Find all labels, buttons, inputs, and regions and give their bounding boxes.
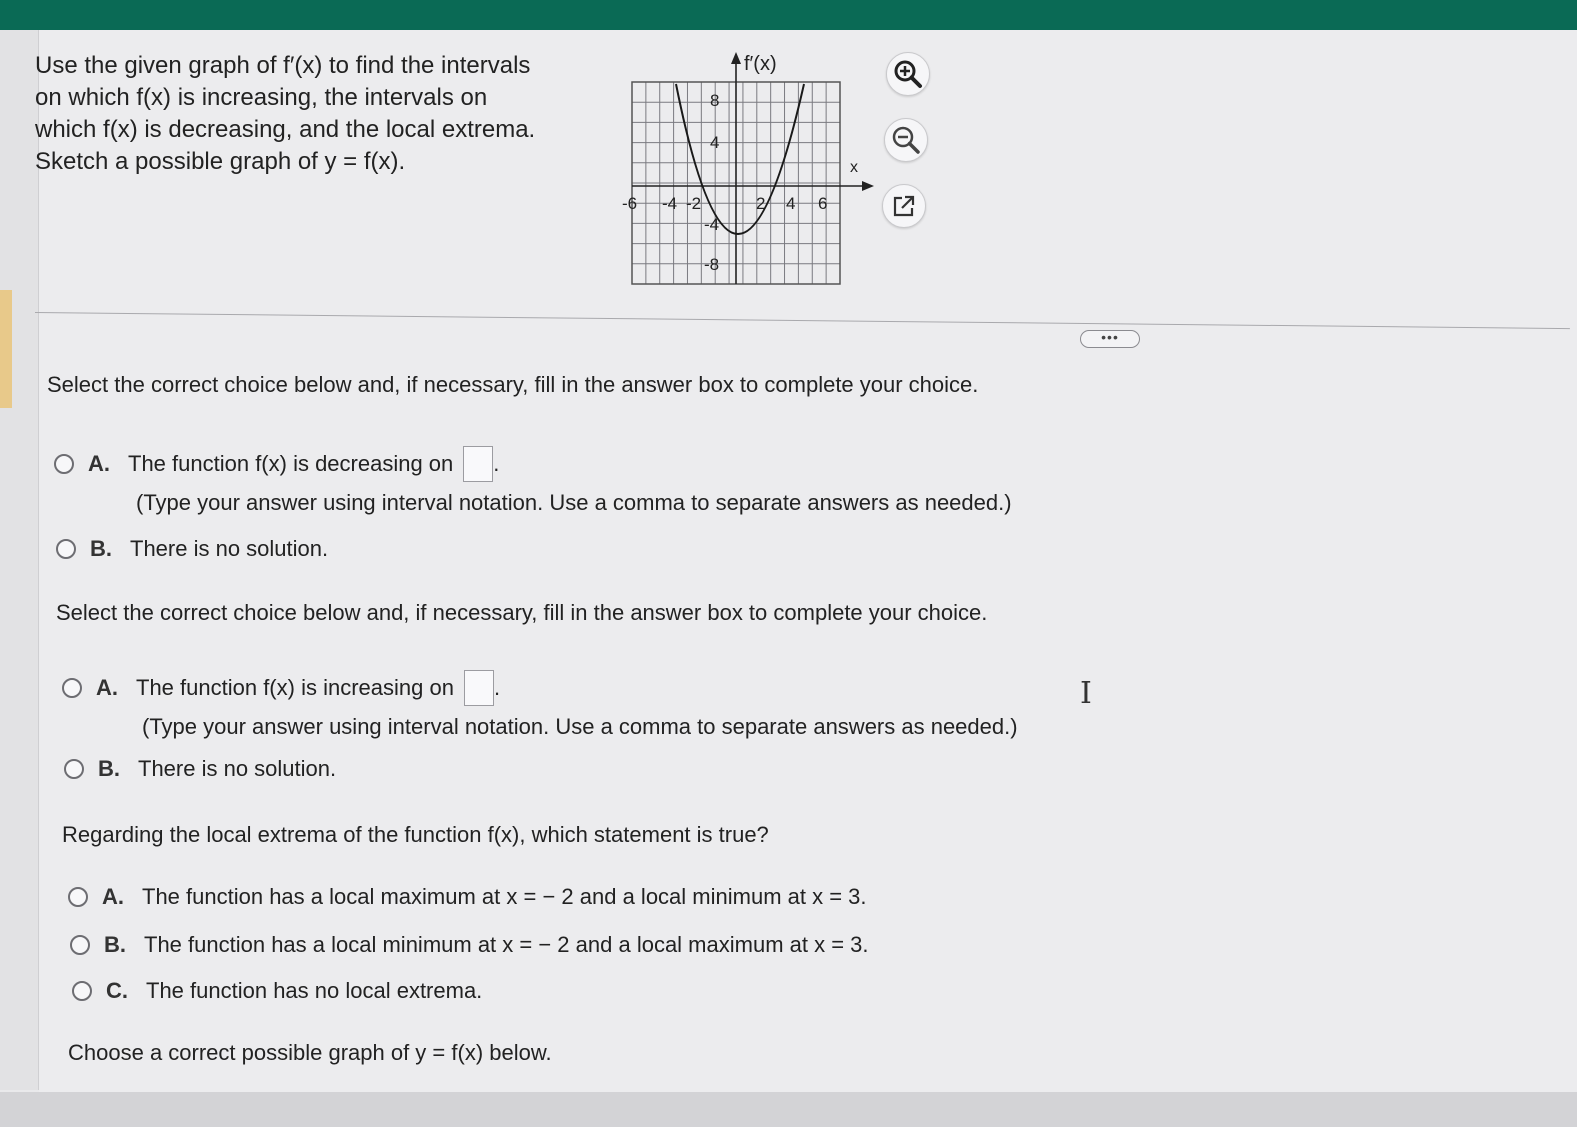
left-accent-tab xyxy=(0,290,12,408)
radio-button[interactable] xyxy=(70,935,90,955)
q1-prompt: Select the correct choice below and, if necessary, fill in the answer box to complete your choice. xyxy=(47,372,979,397)
q3-option-b[interactable] xyxy=(70,932,869,958)
option-letter: B. xyxy=(104,932,126,957)
q4-prompt: Choose a correct possible graph of y = f(x) below. xyxy=(68,1040,552,1065)
period: . xyxy=(493,451,500,476)
q2-hint: (Type your answer using interval notation. Use a comma to separate answers as needed.) xyxy=(142,714,1018,739)
question-line: Use the given graph of f′(x) to find the intervals xyxy=(35,52,531,79)
radio-button[interactable] xyxy=(56,539,76,559)
radio-button[interactable] xyxy=(64,759,84,779)
y-tick-label: 8 xyxy=(710,91,720,110)
zoom-in-button[interactable] xyxy=(886,52,930,96)
question-line: Sketch a possible graph of y = f(x). xyxy=(35,148,406,175)
option-letter: A. xyxy=(88,451,110,476)
x-axis-arrow xyxy=(862,181,874,191)
x-tick-label: -4 xyxy=(662,194,678,213)
option-letter: A. xyxy=(96,675,118,700)
q1-option-a[interactable] xyxy=(54,446,499,482)
y-axis-label: f′(x) xyxy=(744,53,777,75)
y-tick-label: 4 xyxy=(710,133,720,152)
x-axis-label: x xyxy=(850,159,858,176)
external-link-icon xyxy=(891,193,917,219)
option-letter: B. xyxy=(90,536,112,561)
q2-option-b[interactable] xyxy=(64,756,336,782)
x-tick-label: -2 xyxy=(686,194,702,213)
option-text: The function f(x) is decreasing on xyxy=(128,451,454,476)
graph-svg xyxy=(622,44,878,294)
zoom-in-icon xyxy=(893,59,923,89)
radio-button[interactable] xyxy=(54,454,74,474)
option-text: The function f(x) is increasing on xyxy=(136,675,454,700)
text-cursor-icon: I xyxy=(1080,676,1092,711)
popout-button[interactable] xyxy=(882,184,926,228)
x-tick-label: -6 xyxy=(622,194,638,213)
q3-prompt: Regarding the local extrema of the function f(x), which statement is true? xyxy=(62,822,769,847)
radio-button[interactable] xyxy=(72,981,92,1001)
option-text: There is no solution. xyxy=(138,756,337,781)
q1-hint: (Type your answer using interval notation. Use a comma to separate answers as needed.) xyxy=(136,490,1012,515)
option-letter: A. xyxy=(102,884,124,909)
more-options-button[interactable]: ••• xyxy=(1080,330,1140,348)
zoom-out-icon xyxy=(891,125,921,155)
answer-input[interactable] xyxy=(463,446,493,482)
question-text xyxy=(35,50,595,178)
q3-option-c[interactable] xyxy=(72,978,482,1004)
option-text: The function has a local maximum at x = − 2 and a local minimum at x = 3. xyxy=(142,884,867,909)
question-line: which f(x) is decreasing, and the local extrema. xyxy=(35,116,536,143)
x-tick-label: 4 xyxy=(786,194,796,213)
q2-option-a[interactable] xyxy=(62,670,500,706)
question-line: on which f(x) is increasing, the intervals on xyxy=(35,84,488,111)
header-bar xyxy=(0,0,1577,30)
option-letter: C. xyxy=(106,978,128,1003)
footer-bar xyxy=(0,1092,1577,1127)
zoom-out-button[interactable] xyxy=(884,118,928,162)
option-letter: B. xyxy=(98,756,120,781)
option-text: The function has no local extrema. xyxy=(146,978,483,1003)
option-text: There is no solution. xyxy=(130,536,329,561)
option-text: The function has a local minimum at x = − 2 and a local maximum at x = 3. xyxy=(144,932,869,957)
left-gutter xyxy=(0,30,39,1090)
q1-option-b[interactable] xyxy=(56,536,328,562)
y-axis-arrow xyxy=(731,52,741,64)
answer-input[interactable] xyxy=(464,670,494,706)
x-tick-label: 2 xyxy=(756,194,766,213)
radio-button[interactable] xyxy=(68,887,88,907)
y-tick-label: -4 xyxy=(704,215,720,234)
q3-option-a[interactable] xyxy=(68,884,867,910)
q2-prompt: Select the correct choice below and, if necessary, fill in the answer box to complete your choice. xyxy=(56,600,988,625)
period: . xyxy=(493,675,501,700)
y-tick-label: -8 xyxy=(704,255,720,274)
derivative-graph xyxy=(622,44,878,299)
radio-button[interactable] xyxy=(62,678,82,698)
x-tick-label: 6 xyxy=(818,194,828,213)
